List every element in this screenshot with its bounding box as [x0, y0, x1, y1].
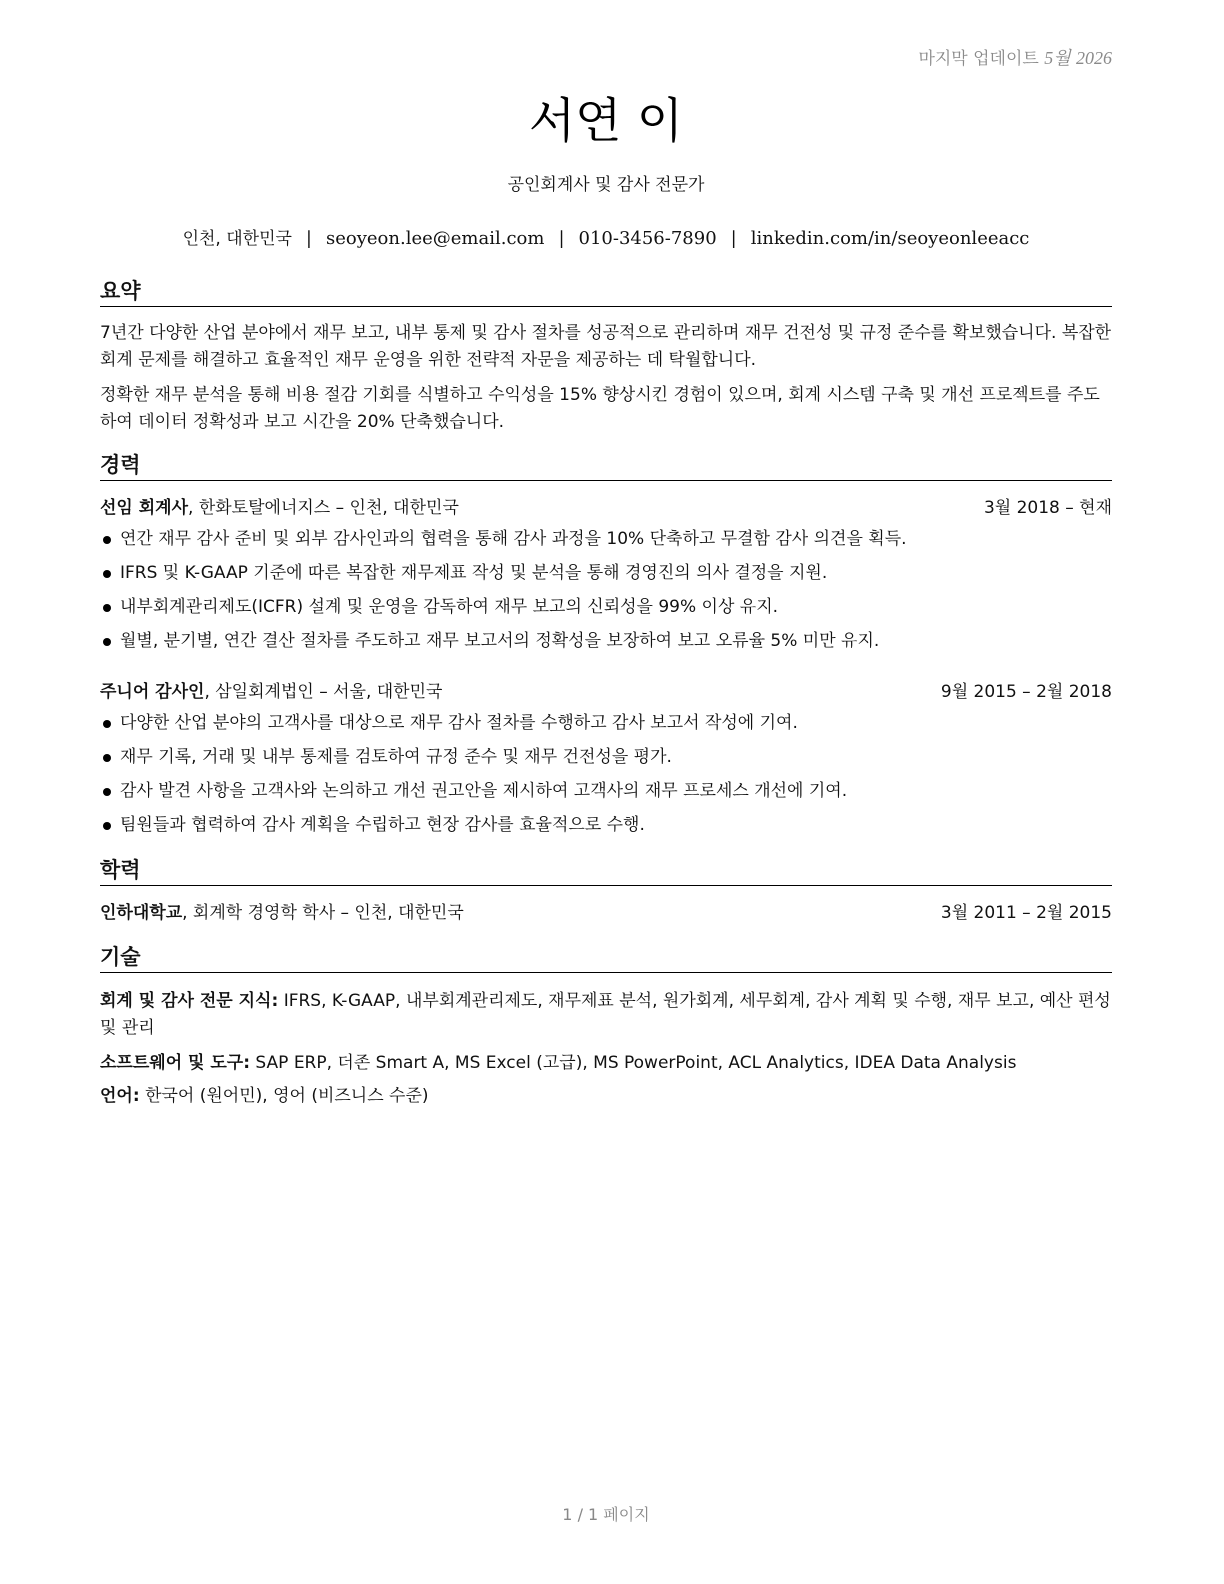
job-header — [100, 495, 1112, 521]
job-role: 선임 회계사 — [100, 498, 189, 518]
section-heading-experience: 경력 — [100, 452, 1112, 481]
job-role: 주니어 감사인 — [100, 682, 205, 702]
last-updated — [918, 44, 1112, 70]
summary-paragraph-1: 7년간 다양한 산업 분야에서 재무 보고, 내부 통제 및 감사 절차를 성공적으로 관리하며 재무 건전성 및 규정 준수를 확보했습니다. 복잡한 회계 문제를 해결하고 효율적인 재무 운영을 위한 전략적 자문을 제공하는 데 탁월합니다. — [100, 323, 1112, 370]
contact-phone[interactable]: 010-3456-7890 — [578, 228, 717, 249]
section-heading-education: 학력 — [100, 857, 1112, 886]
last-updated-month: 5월 — [1044, 48, 1071, 68]
bullet-text: 연간 재무 감사 준비 및 외부 감사인과의 협력을 통해 감사 과정을 10% 단축하고 무결함 감사 의견을 획득. — [120, 529, 907, 549]
skill-row — [100, 1050, 1112, 1077]
job-dates: 9월 2015 – 2월 2018 — [940, 682, 1112, 702]
resume-page — [100, 0, 1112, 1584]
skill-row — [100, 988, 1112, 1042]
bullet-icon — [103, 536, 111, 544]
skill-value: SAP ERP, 더존 Smart A, MS Excel (고급), MS PowerPoint, ACL Analytics, IDEA Data Analysis — [255, 1053, 1017, 1073]
bullet-icon — [103, 754, 111, 762]
bullet-text: IFRS 및 K-GAAP 기준에 따른 복잡한 재무제표 작성 및 분석을 통해 경영진의 의사 결정을 지원. — [120, 563, 828, 583]
contact-location: 인천, 대한민국 — [182, 229, 292, 249]
contact-separator: | — [558, 228, 565, 249]
contact-email[interactable]: seoyeon.lee@email.com — [326, 228, 545, 249]
bullet-text: 월별, 분기별, 연간 결산 절차를 주도하고 재무 보고서의 정확성을 보장하여 보고 오류율 5% 미만 유지. — [120, 631, 880, 651]
job-bullets — [100, 526, 1112, 662]
education-dates: 3월 2011 – 2월 2015 — [940, 903, 1112, 923]
bullet-icon — [103, 720, 111, 728]
list-item — [100, 710, 1112, 744]
skill-label: 언어: — [100, 1086, 140, 1106]
list-item — [100, 778, 1112, 812]
bullet-icon — [103, 638, 111, 646]
skill-value: IFRS, K-GAAP, 내부회계관리제도, 재무제표 분석, 원가회계, 세무회계, 감사 계획 및 수행, 재무 보고, 예산 편성 및 관리 — [100, 991, 1111, 1038]
candidate-title: 공인회계사 및 감사 전문가 — [507, 175, 705, 195]
education-detail: , 회계학 경영학 학사 – 인천, 대한민국 — [182, 903, 464, 923]
job-dates: 3월 2018 – 현재 — [983, 498, 1112, 518]
skill-row — [100, 1083, 1112, 1110]
skill-label: 소프트웨어 및 도구: — [100, 1053, 251, 1073]
section-heading-summary: 요약 — [100, 278, 1112, 307]
bullet-text: 재무 기록, 거래 및 내부 통제를 검토하여 규정 준수 및 재무 건전성을 평가. — [120, 747, 672, 767]
summary-paragraph-2: 정확한 재무 분석을 통해 비용 절감 기회를 식별하고 수익성을 15% 향상시킨 경험이 있으며, 회계 시스템 구축 및 개선 프로젝트를 주도하여 데이터 정확성과 보고 시간을 20% 단축했습니다. — [100, 385, 1100, 432]
list-item — [100, 812, 1112, 846]
bullet-icon — [103, 822, 111, 830]
list-item — [100, 526, 1112, 560]
contact-separator: | — [730, 228, 737, 249]
bullet-text: 감사 발견 사항을 고객사와 논의하고 개선 권고안을 제시하여 고객사의 재무 프로세스 개선에 기여. — [120, 781, 848, 801]
list-item — [100, 628, 1112, 662]
education-school: 인하대학교 — [100, 903, 183, 923]
contact-linkedin[interactable]: linkedin.com/in/seoyeonleeacc — [750, 228, 1030, 249]
bullet-text: 팀원들과 협력하여 감사 계획을 수립하고 현장 감사를 효율적으로 수행. — [120, 815, 645, 835]
bullet-icon — [103, 570, 111, 578]
bullet-text: 내부회계관리제도(ICFR) 설계 및 운영을 감독하여 재무 보고의 신뢰성을 99% 이상 유지. — [120, 597, 779, 617]
bullet-text: 다양한 산업 분야의 고객사를 대상으로 재무 감사 절차를 수행하고 감사 보고서 작성에 기여. — [120, 713, 798, 733]
education-entry — [100, 900, 1112, 926]
bullet-icon — [103, 788, 111, 796]
job-bullets — [100, 710, 1112, 846]
skill-value: 한국어 (원어민), 영어 (비즈니스 수준) — [145, 1086, 429, 1106]
contact-line — [100, 224, 1112, 249]
job-header — [100, 679, 1112, 705]
job-org: , 한화토탈에너지스 – 인천, 대한민국 — [188, 498, 459, 518]
last-updated-label: 마지막 업데이트 — [918, 49, 1039, 69]
list-item — [100, 594, 1112, 628]
section-heading-skills: 기술 — [100, 944, 1112, 973]
list-item — [100, 560, 1112, 594]
last-updated-year: 2026 — [1076, 48, 1112, 68]
job-org: , 삼일회계법인 – 서울, 대한민국 — [204, 682, 443, 702]
contact-separator: | — [305, 228, 312, 249]
skill-label: 회계 및 감사 전문 지식: — [100, 991, 279, 1011]
page-number: 1 / 1 페이지 — [562, 1505, 650, 1524]
list-item — [100, 744, 1112, 778]
candidate-name: 서연 이 — [528, 93, 684, 149]
bullet-icon — [103, 604, 111, 612]
